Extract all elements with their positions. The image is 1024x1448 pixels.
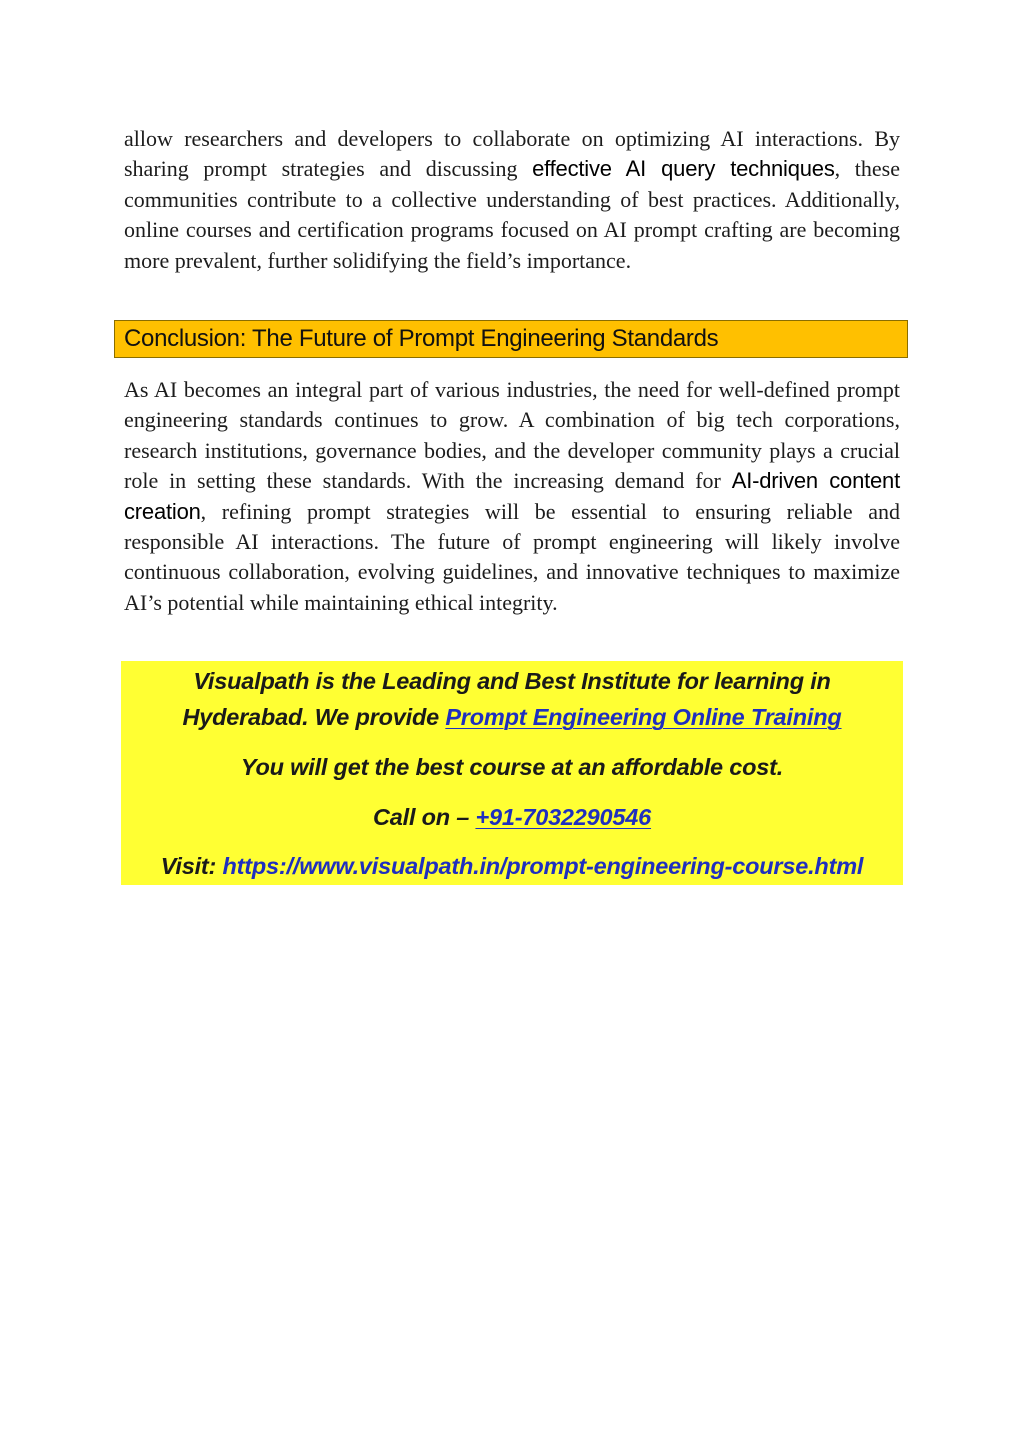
intro-keyword: effective AI query techniques [532,156,835,182]
intro-text-part2: , these communities contribute to a collective understanding of best practices. Additionally, online courses and certification programs focused on AI prompt crafting are becoming more prevalent, further solidifying the field’s importance. [124,156,900,273]
conclusion-heading: Conclusion: The Future of Prompt Engineering Standards [124,325,719,352]
training-link[interactable]: Prompt Engineering Online Training [445,704,842,730]
conclusion-text-part2: , refining prompt strategies will be essential to ensuring reliable and responsible AI interactions. The future of prompt engineering will likely involve continuous collaboration, evolving guidelines, and innovative techniques to maximize AI’s potential while maintaining ethical integrity. [124,498,900,615]
promo-box [121,661,903,885]
promo-line-3: You will get the best course at an affordable cost. [240,754,784,780]
conclusion-keyword: AI-driven content creation [124,468,900,524]
conclusion-text-part1: As AI becomes an integral part of various industries, the need for well-defined prompt engineering standards continues to grow. A combination of big tech corporations, research institutions, governance bodies, and the developer community plays a crucial role in setting these standards. With the increasing demand for [124,377,900,494]
promo-line-1: Visualpath is the Leading and Best Institute for learning in [193,668,831,694]
intro-text-part1: allow researchers and developers to collaborate on optimizing AI interactions. By sharing prompt strategies and discussing [124,126,900,182]
conclusion-heading-bar [114,320,908,358]
promo-call-line [121,799,903,835]
promo-visit-line [121,848,903,884]
intro-paragraph [124,124,900,276]
phone-link[interactable]: +91-7032290546 [475,804,652,830]
visit-label: Visit: [160,853,223,879]
promo-line-2 [121,699,903,735]
call-label: Call on – [372,804,476,830]
conclusion-paragraph [124,375,900,618]
promo-line-2-prefix: Hyderabad. We provide [182,704,446,730]
website-link[interactable]: https://www.visualpath.in/prompt-engineering-course.html [222,853,864,879]
